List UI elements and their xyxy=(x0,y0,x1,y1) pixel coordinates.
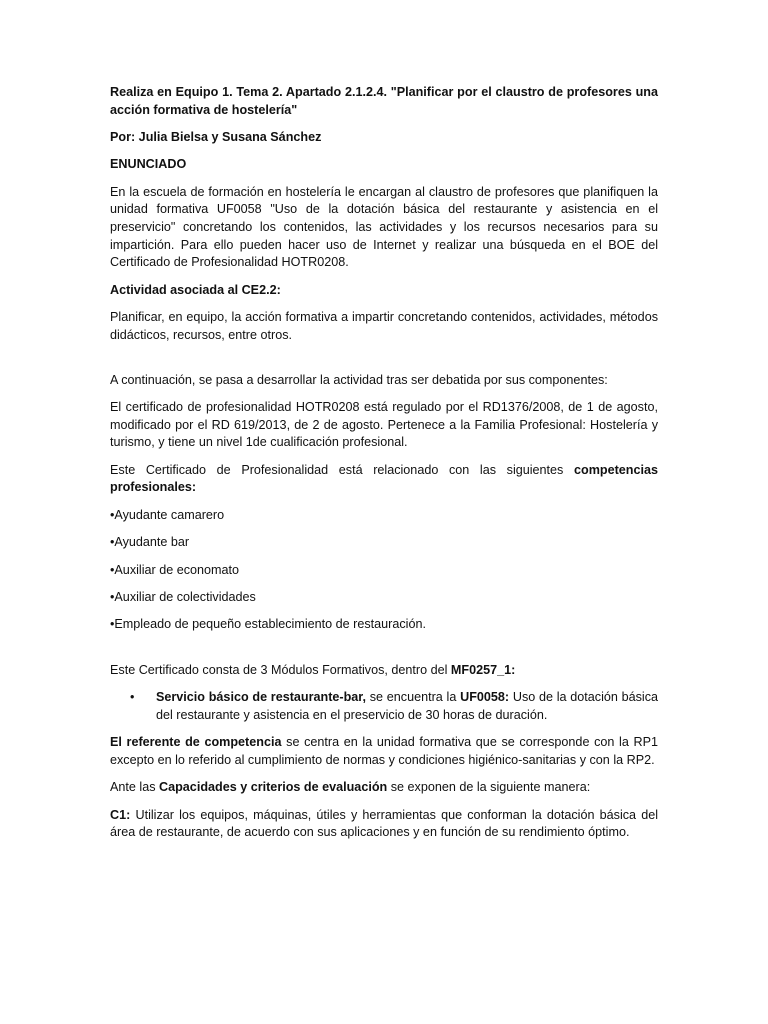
bullet-bold-1: Servicio básico de restaurante-bar, xyxy=(156,690,366,705)
list-item: •Ayudante bar xyxy=(110,535,190,550)
document-title: Realiza en Equipo 1. Tema 2. Apartado 2.1.2.4. "Planificar por el claustro de profesores una acción formativa de hostelería" xyxy=(110,85,658,117)
modulos-code: MF0257_1: xyxy=(450,662,516,677)
enunciado-heading: ENUNCIADO xyxy=(110,157,187,172)
capacidades-paragraph xyxy=(110,779,658,797)
list-item: •Auxiliar de economato xyxy=(110,562,240,577)
document-body xyxy=(110,84,658,852)
regulation-paragraph: El certificado de profesionalidad HOTR0208 está regulado por el RD1376/2008, de 1 de agosto, modificado por el RD 619/2013, de 2 de agosto. Pertenece a la Familia Profesional: Hostelería y turismo, y tiene un nivel 1de cualificación profesional. xyxy=(110,400,658,450)
referente-text: se centra en la unidad formativa que se corresponde con la RP1 excepto en lo referido al cumplimiento de normas y condiciones higiénico-sanitarias y con la RP2. xyxy=(110,735,659,767)
competencias-intro: Este Certificado de Profesionalidad está relacionado con las siguientes xyxy=(110,462,564,477)
bullet-text-1: se encuentra la xyxy=(369,690,457,705)
list-item: •Empleado de pequeño establecimiento de restauración. xyxy=(110,617,426,632)
referente-label: El referente de competencia xyxy=(110,735,282,750)
c1-text: Utilizar los equipos, máquinas, útiles y herramientas que conforman la dotación básica del área de restaurante, de acuerdo con sus aplicaciones y en función de su rendimiento óptimo. xyxy=(110,807,659,840)
capacidades-intro: Ante las xyxy=(110,780,156,795)
bullet-text-2: Uso de la dotación básica del restaurante y asistencia en el preservicio de 30 horas de duración. xyxy=(156,690,659,722)
capacidades-label: Capacidades y criterios de evaluación xyxy=(159,780,388,795)
modulos-intro: Este Certificado consta de 3 Módulos Formativos, dentro del xyxy=(110,662,448,677)
spacer xyxy=(110,644,658,662)
bullet-icon: • xyxy=(130,690,135,705)
bullet-bold-2: UF0058: xyxy=(460,690,510,705)
list-item: •Ayudante camarero xyxy=(110,507,225,522)
list-item xyxy=(110,689,658,724)
list-item: •Auxiliar de colectividades xyxy=(110,590,256,605)
capacidades-tail: se exponen de la siguiente manera: xyxy=(390,780,591,795)
continuation-paragraph: A continuación, se pasa a desarrollar la actividad tras ser debatida por sus componentes: xyxy=(110,372,608,387)
c1-paragraph xyxy=(110,807,658,842)
competencias-list xyxy=(110,507,658,634)
c1-label: C1: xyxy=(110,807,131,822)
authors-line: Por: Julia Bielsa y Susana Sánchez xyxy=(110,129,322,144)
competencias-paragraph xyxy=(110,462,658,497)
modulos-bullet-list xyxy=(110,689,658,724)
referente-paragraph xyxy=(110,734,658,769)
activity-heading: Actividad asociada al CE2.2: xyxy=(110,282,281,297)
enunciado-paragraph: En la escuela de formación en hostelería le encargan al claustro de profesores que planifiquen la unidad formativa UF0058 "Uso de la dotación básica del restaurante y asistencia en el preservicio" concretando los contenidos, las actividades y los recursos necesarios para su impartición. Para ello pueden hacer uso de Internet y realizar una búsqueda en el BOE del Certificado de Profesionalidad HOTR0208. xyxy=(110,184,658,270)
activity-paragraph: Planificar, en equipo, la acción formativa a impartir concretando contenidos, actividades, métodos didácticos, recursos, entre otros. xyxy=(110,309,658,342)
spacer xyxy=(110,354,658,372)
competencias-label: competencias profesionales: xyxy=(110,462,658,495)
modulos-paragraph xyxy=(110,662,658,680)
